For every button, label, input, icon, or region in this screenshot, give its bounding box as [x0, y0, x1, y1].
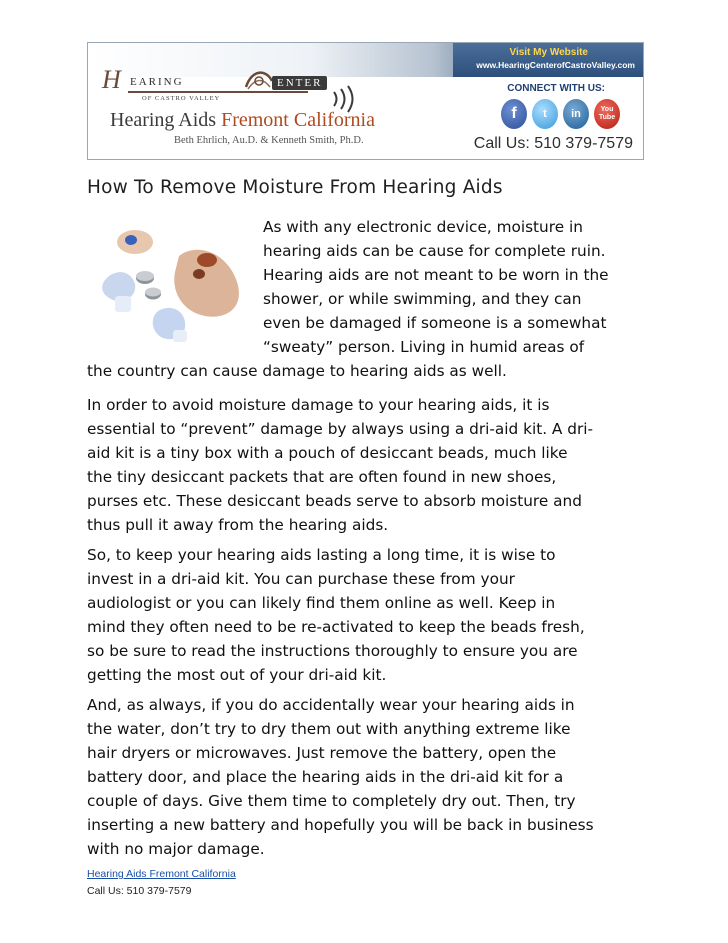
footer-link-hearing-aids[interactable]: Hearing Aids Fremont California	[87, 868, 236, 880]
intro-line: Hearing aids are not meant to be worn in the	[263, 266, 609, 284]
paragraph-line: battery door, and place the hearing aids in the dri-aid kit for a	[87, 768, 564, 786]
paragraph-line: the tiny desiccant packets that are often found in new shoes,	[87, 468, 557, 486]
linkedin-icon[interactable]: in	[563, 99, 589, 129]
banner-title	[110, 109, 375, 132]
article-title: How To Remove Moisture From Hearing Aids	[87, 177, 503, 198]
paragraph-dri-aid-kit	[87, 393, 593, 537]
logo-swoosh-icon	[242, 67, 276, 93]
paragraph-line: couple of days. Give them time to completely dry out. Then, try	[87, 792, 576, 810]
paragraph-line: getting the most out of your dri-aid kit.	[87, 666, 387, 684]
intro-line: “sweaty” person. Living in humid areas of	[263, 338, 585, 356]
hearing-center-logo	[102, 65, 332, 111]
paragraph-line: aid kit is a tiny box with a pouch of desiccant beads, much like	[87, 444, 568, 462]
paragraph-line: And, as always, if you do accidentally wear your hearing aids in	[87, 696, 575, 714]
paragraph-line: so be sure to read the instructions thoroughly to ensure you are	[87, 642, 578, 660]
paragraph-line: In order to avoid moisture damage to your hearing aids, it is	[87, 396, 550, 414]
paragraph-line: So, to keep your hearing aids lasting a long time, it is wise to	[87, 546, 556, 564]
visit-website-label: Visit My Website	[509, 47, 588, 58]
connect-with-us-label: CONNECT WITH US:	[507, 83, 605, 94]
logo-subtitle: OF CASTRO VALLEY	[142, 95, 221, 102]
paragraph-line: inserting a new battery and hopefully you will be back in business	[87, 816, 594, 834]
logo-word-center: ENTER	[272, 76, 327, 90]
youtube-icon[interactable]: You Tube	[594, 99, 620, 129]
facebook-icon[interactable]: f	[501, 99, 527, 129]
banner-call-us: Call Us: 510 379-7579	[473, 135, 633, 152]
logo-rule	[128, 91, 308, 93]
twitter-icon[interactable]: t	[532, 99, 558, 129]
visit-website-url[interactable]: www.HearingCenterofCastroValley.com	[476, 60, 635, 70]
intro-line: the country can cause damage to hearing aids as well.	[87, 362, 507, 380]
paragraph-water-accident	[87, 693, 594, 861]
banner-title-main: Hearing Aids	[110, 109, 222, 131]
footer-phone: Call Us: 510 379-7579	[87, 885, 192, 897]
intro-line: even be damaged if someone is a somewhat	[263, 314, 607, 332]
hearing-aids-photo	[87, 212, 257, 354]
paragraph-line: purses etc. These desiccant beads serve to absorb moisture and	[87, 492, 582, 510]
site-banner	[87, 42, 644, 160]
paragraph-line: invest in a dri-aid kit. You can purchase these from your	[87, 570, 515, 588]
paragraph-line: the water, don’t try to dry them out with anything extreme like	[87, 720, 571, 738]
paragraph-line: hair dryers or microwaves. Just remove the battery, open the	[87, 744, 557, 762]
intro-line: hearing aids can be cause for complete ruin.	[263, 242, 606, 260]
logo-letter-h: H	[102, 65, 122, 94]
paragraph-line: thus pull it away from the hearing aids.	[87, 516, 389, 534]
social-links	[501, 99, 621, 131]
paragraph-invest-kit	[87, 543, 585, 687]
paragraph-line: essential to “prevent” damage by always using a dri-aid kit. A dri-	[87, 420, 594, 438]
banner-title-accent: Fremont California	[221, 109, 375, 131]
logo-word-hearing: EARING	[130, 76, 184, 88]
intro-line: shower, or while swimming, and they can	[263, 290, 582, 308]
paragraph-line: with no major damage.	[87, 840, 265, 858]
paragraph-line: mind they often need to be re-activated to keep the beads fresh,	[87, 618, 585, 636]
intro-line: As with any electronic device, moisture in	[263, 218, 583, 236]
paragraph-line: audiologist or you can likely find them online as well. Keep in	[87, 594, 556, 612]
banner-doctor-names: Beth Ehrlich, Au.D. & Kenneth Smith, Ph.D.	[174, 135, 364, 146]
